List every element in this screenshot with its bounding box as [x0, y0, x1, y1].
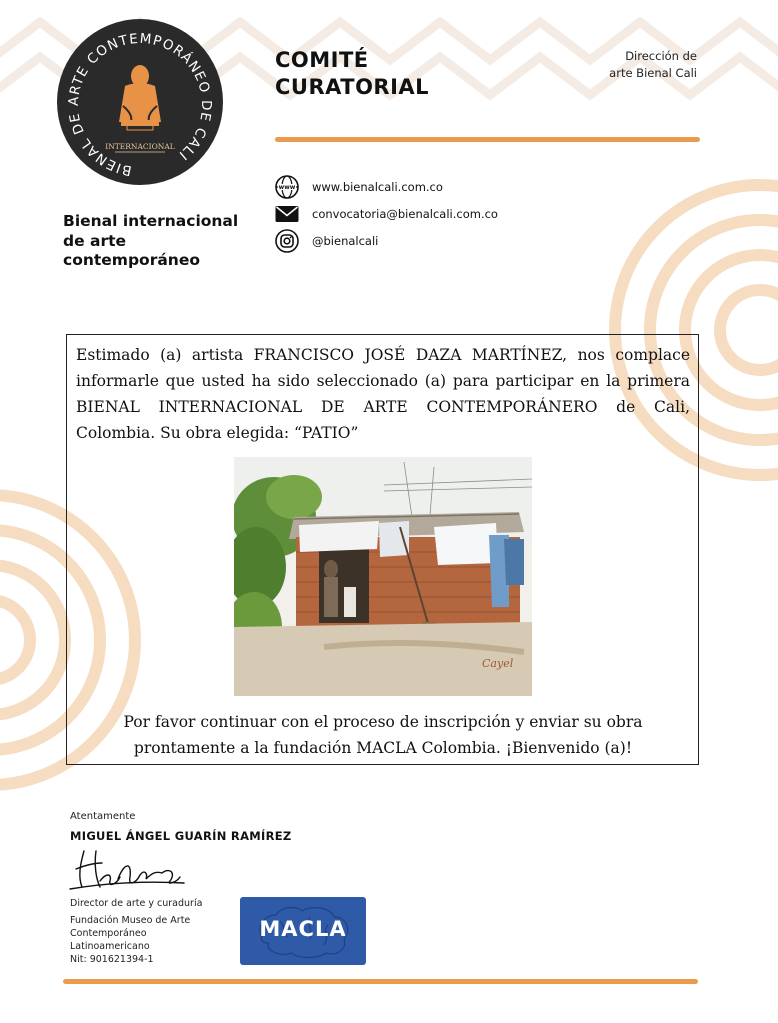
department-label	[560, 48, 697, 82]
footer-divider	[63, 979, 698, 984]
foundation-line: Latinoamericano	[70, 941, 150, 952]
instagram-handle[interactable]: @bienalcali	[312, 234, 379, 248]
page-title	[275, 47, 429, 101]
foundation-line: Nit: 901621394-1	[70, 954, 154, 965]
instagram-icon	[275, 229, 299, 253]
title-line: COMITÉ	[275, 48, 369, 72]
header-divider	[275, 137, 700, 142]
contact-instagram[interactable]	[275, 228, 378, 254]
handwritten-signature	[66, 843, 186, 895]
contact-email[interactable]	[275, 201, 498, 227]
letter-closing: Por favor continuar con el proceso de inscripción y enviar su obra prontamente a la fundación MACLA Colombia. ¡Bienvenido (a)!	[123, 713, 643, 757]
globe-icon	[275, 175, 299, 199]
artwork-image	[234, 457, 532, 696]
department-line: arte Bienal Cali	[609, 66, 697, 80]
signer-name: MIGUEL ÁNGEL GUARÍN RAMÍREZ	[70, 829, 292, 843]
svg-text:www: www	[278, 184, 296, 192]
organization-name: Bienal internacional de arte contemporáneo	[63, 212, 239, 269]
macla-logo	[240, 897, 366, 965]
foundation-line: Fundación Museo de Arte	[70, 915, 191, 926]
artist-signature: Cayel	[482, 657, 514, 670]
foundation-info	[70, 914, 240, 966]
contact-website[interactable]	[275, 174, 443, 200]
macla-wordmark: MACLA	[259, 917, 347, 941]
svg-text:BIENAL DE ARTE CONTEMPORÁNEO D: BIENAL DE ARTE CONTEMPORÁNEO DE CALI	[65, 30, 215, 179]
bienal-logo	[53, 18, 227, 185]
foundation-line: Contemporáneo	[70, 928, 147, 939]
title-line: CURATORIAL	[275, 75, 430, 99]
signer-role: Director de arte y curaduría	[70, 898, 203, 909]
email-link[interactable]: convocatoria@bienalcali.com.co	[312, 207, 498, 221]
signoff-greeting: Atentamente	[70, 811, 136, 822]
department-line: Dirección de	[625, 49, 697, 63]
mail-icon	[275, 202, 299, 226]
website-link[interactable]: www.bienalcali.com.co	[312, 180, 443, 194]
svg-text:INTERNACIONAL: INTERNACIONAL	[105, 142, 175, 151]
letter-body: Estimado (a) artista FRANCISCO JOSÉ DAZA MARTÍNEZ, nos complace informarle que usted ha sido seleccionado (a) para participar en la primera BIENAL INTERNACIONAL DE ARTE CONTEMPORÁNERO de Cali, Colombia. Su obra elegida: “PATIO”	[76, 346, 690, 442]
